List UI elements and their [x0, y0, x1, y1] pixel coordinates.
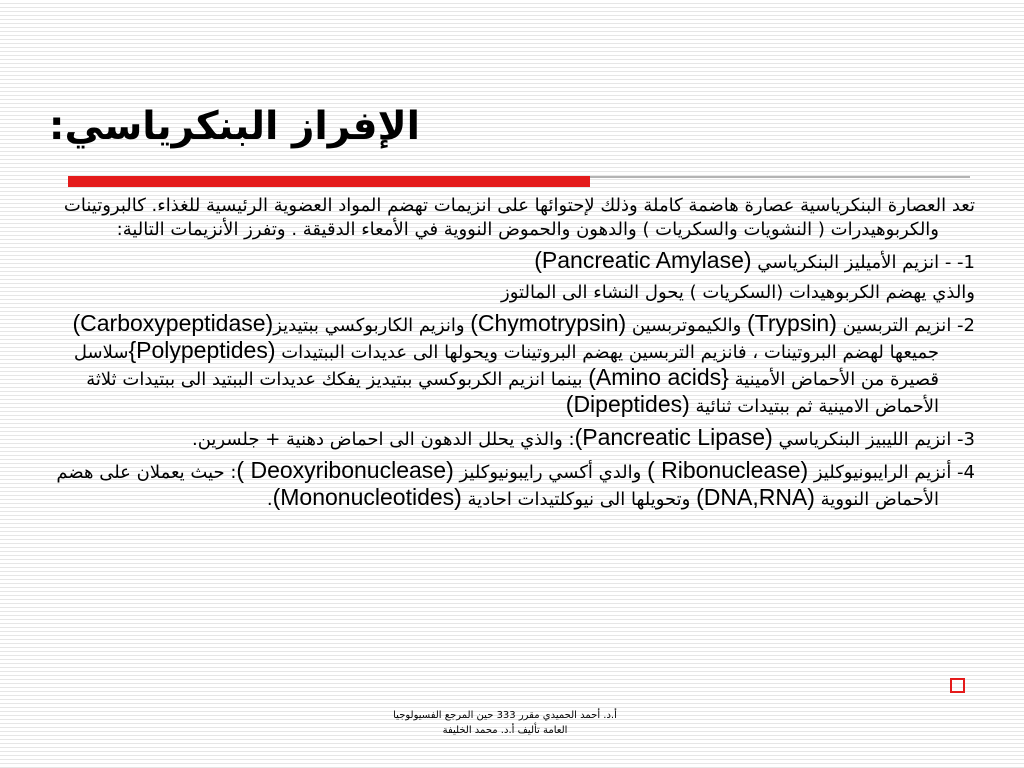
- item-2-term-trypsin: (Trypsin): [747, 310, 837, 336]
- item-2-term-chymotrypsin: (Chymotrypsin): [470, 310, 627, 336]
- item-4-text-4: وتحويلها الى نيوكلتيدات احادية: [461, 489, 697, 510]
- item-3-text-2: : والذي يحلل الدهون الى احماض دهنية + جلسرين.: [191, 429, 575, 450]
- footer-line-1: أ.د. أحمد الحميدي مقرر 333 حين المرجع الفسيولوجيا: [393, 710, 617, 721]
- item-3-term-lipase: (Pancreatic Lipase): [574, 424, 773, 450]
- item-2-term-carboxypeptidase: (Carboxypeptidase): [72, 310, 274, 336]
- item-3-number: 3-: [957, 429, 975, 450]
- item-2-text-6: بينما انزيم الكربوكسي ببتيديز يفكك عديدات الببتيد الى ببتيدات ثلاثة الأحماض الامينية ثم ببتيدات ثنائية: [86, 369, 939, 417]
- item-4-text-2: والدي أكسي رايبونيوكليز: [453, 462, 648, 483]
- item-2-text-1: انزيم التربسين: [836, 315, 958, 336]
- item-1-number: 1-: [957, 252, 975, 273]
- item-1-continuation: والذي يهضم الكربوهيدات (السكريات ) يحول النشاء الى المالتوز: [501, 282, 975, 303]
- item-1-term: (Pancreatic Amylase): [534, 247, 752, 273]
- item-4-term-mononucleotides: (Mononucleotides): [272, 484, 462, 510]
- item-4-text-1: أنزيم الرايبونيوكليز: [808, 462, 958, 483]
- item-4-term-deoxyribonuclease: ( Deoxyribonuclease): [236, 457, 454, 483]
- item-2-number: 2-: [957, 315, 975, 336]
- list-item-4: [40, 458, 975, 512]
- item-2-term-polypeptides: {Polypeptides): [128, 337, 276, 363]
- slide-body: [40, 194, 975, 518]
- list-item-3: [40, 425, 975, 452]
- item-4-text-5: .: [266, 489, 273, 510]
- title-underline-red: [68, 176, 590, 187]
- empty-bullet-square-icon: [950, 678, 965, 693]
- list-item-1: [40, 248, 975, 275]
- footer-line-2: العامة تأليف أ.د. محمد الخليفة: [442, 725, 568, 736]
- item-1-text: - انزيم الأميليز البنكرياسي: [751, 252, 958, 273]
- footer-citation: [330, 708, 680, 738]
- item-2-text-2: والكيموتربسين: [626, 315, 748, 336]
- slide-title: الإفراز البنكرياسي:: [48, 104, 420, 149]
- item-3-text-1: انزيم الليبيز البنكرياسي: [772, 429, 958, 450]
- item-4-number: 4-: [957, 462, 975, 483]
- item-4-term-ribonuclease: ( Ribonuclease): [647, 457, 809, 483]
- list-item-2: [40, 311, 975, 419]
- item-2-text-5: سلاسل قصيرة من الأحماض الأمينية: [73, 342, 939, 390]
- item-2-term-amino-acids: (Amino acids}: [588, 364, 729, 390]
- item-4-term-dna-rna: (DNA,RNA): [696, 484, 815, 510]
- item-2-text-4: جميعها لهضم البروتينات ، فانزيم التربسين يهضم البروتينات ويحولها الى عديدات الببتيدات: [275, 342, 939, 363]
- item-2-text-3: وانزيم الكاربوكسي ببتيديز: [273, 315, 471, 336]
- item-4-text-3: : حيث يعملان على هضم الأحماض النووية: [56, 462, 939, 510]
- intro-paragraph: تعد العصارة البنكرياسية عصارة هاضمة كاملة وذلك لإحتوائها على انزيمات تهضم المواد العضوية الرئيسية للغذاء. كالبروتينات والكربوهيدرات ( النشويات والسكريات ) والدهون والحموض النووية في الأمعاء الدقيقة . وتفرز الأنزيمات التالية:: [63, 195, 975, 240]
- item-2-term-dipeptides: (Dipeptides): [565, 391, 690, 417]
- title-underline-grey: [590, 176, 970, 178]
